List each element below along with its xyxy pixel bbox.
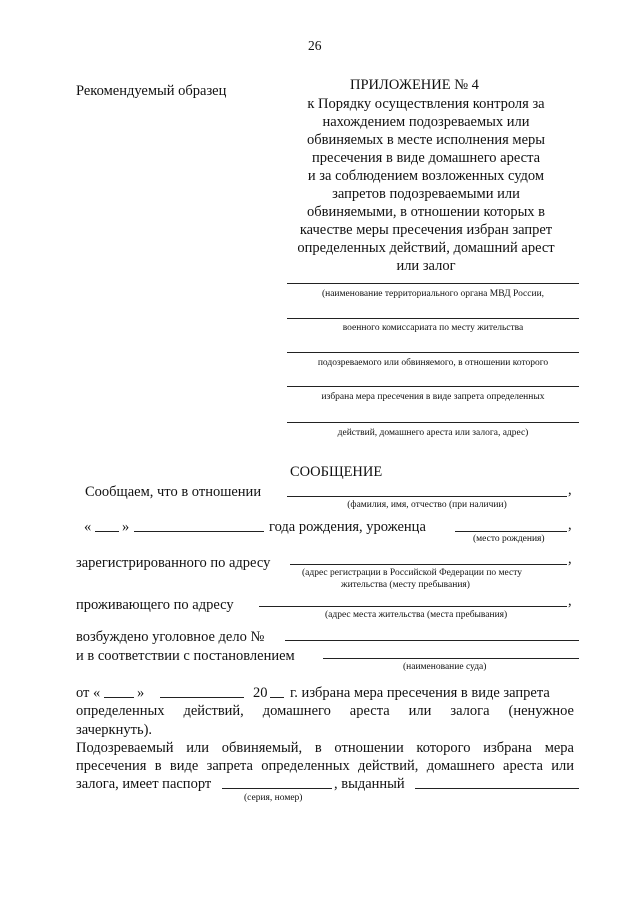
court-name-caption: (наименование суда) (403, 662, 487, 672)
birth-quote-close: » (122, 519, 130, 535)
addressee-caption-4: избрана мера пресечения в виде запрета определенных (321, 392, 545, 402)
registration-caption-1: (адрес регистрации в Российской Федерации по месту (302, 568, 522, 578)
case-number-field[interactable] (285, 640, 579, 641)
birth-month-year-field[interactable] (134, 531, 264, 532)
decision-label: и в соответствии с постановлением (76, 648, 295, 664)
registration-caption-2: жительства (месту пребывания) (341, 580, 470, 590)
appendix-line: запретов подозреваемыми или (332, 186, 520, 202)
passport-label: залога, имеет паспорт (76, 776, 212, 792)
appendix-line: и за соблюдением возложенных судом (307, 168, 545, 184)
measure-text-3: зачеркнуть). (76, 722, 153, 738)
case-label: возбуждено уголовное дело № (76, 629, 265, 645)
measure-text-2: определенных действий, домашнего ареста или залога (ненужное (76, 703, 574, 719)
appendix-line: к Порядку осуществления контроля за (307, 96, 545, 112)
court-name-field[interactable] (323, 658, 579, 659)
birth-place-caption: (место рождения) (473, 534, 545, 544)
appendix-line: обвиняемыми, в отношении которых в (306, 204, 546, 220)
decision-day-field[interactable] (104, 697, 134, 698)
report-label: Сообщаем, что в отношении (85, 484, 262, 500)
addressee-line-2[interactable] (287, 318, 579, 319)
appendix-title: ПРИЛОЖЕНИЕ № 4 (350, 77, 479, 93)
full-name-caption: (фамилия, имя, отчество (при наличии) (347, 500, 507, 510)
suspect-text-2: пресечения в виде запрета определенных действий, домашнего ареста или (76, 758, 574, 774)
passport-issuer-field[interactable] (415, 788, 579, 789)
addressee-caption-1: (наименование территориального органа МВД России, (321, 289, 545, 299)
suspect-text-1: Подозреваемый или обвиняемый, в отношении которого избрана мера (76, 740, 574, 756)
addressee-line-3[interactable] (287, 352, 579, 353)
birth-day-field[interactable] (95, 531, 119, 532)
appendix-line: или залог (396, 258, 456, 274)
comma: , (568, 551, 572, 567)
birth-place-field[interactable] (455, 531, 567, 532)
recommended-sample-label: Рекомендуемый образец (76, 83, 227, 99)
year-prefix: 20 (253, 685, 268, 701)
appendix-line: определенных действий, домашний арест (297, 240, 555, 256)
decision-month-field[interactable] (160, 697, 244, 698)
comma: , (568, 482, 572, 498)
full-name-field[interactable] (287, 496, 567, 497)
comma: , (568, 593, 572, 609)
decision-year-field[interactable] (270, 697, 284, 698)
comma: , (568, 517, 572, 533)
registration-address-field[interactable] (290, 564, 567, 565)
from-label: от « (76, 685, 101, 701)
addressee-line-4[interactable] (287, 386, 579, 387)
passport-caption: (серия, номер) (244, 793, 303, 803)
birth-quote-open: « (84, 519, 92, 535)
appendix-line: качестве меры пресечения избран запрет (299, 222, 553, 238)
from-close: » (137, 685, 145, 701)
addressee-line-1[interactable] (287, 283, 579, 284)
appendix-line: обвиняемых в месте исполнения меры (306, 132, 546, 148)
issued-label: , выданный (334, 776, 405, 792)
addressee-line-5[interactable] (287, 422, 579, 423)
birth-label: года рождения, уроженца (269, 519, 426, 535)
appendix-line: пресечения в виде домашнего ареста (311, 150, 541, 166)
addressee-caption-5: действий, домашнего ареста или залога, адрес) (337, 428, 529, 438)
registered-label: зарегистрированного по адресу (76, 555, 271, 571)
addressee-caption-2: военного комиссариата по месту жительства (342, 323, 524, 333)
appendix-line: нахождением подозреваемых или (322, 114, 530, 130)
appendix-reference (276, 95, 576, 275)
page-number: 26 (308, 38, 322, 53)
message-heading: СООБЩЕНИЕ (290, 464, 383, 480)
living-address-field[interactable] (259, 606, 567, 607)
measure-text-1: г. избрана мера пресечения в виде запрета (290, 685, 550, 701)
addressee-caption-3: подозреваемого или обвиняемого, в отношении которого (317, 358, 549, 368)
living-label: проживающего по адресу (76, 597, 234, 613)
living-address-caption: (адрес места жительства (места пребывания) (325, 610, 508, 620)
passport-number-field[interactable] (222, 788, 332, 789)
